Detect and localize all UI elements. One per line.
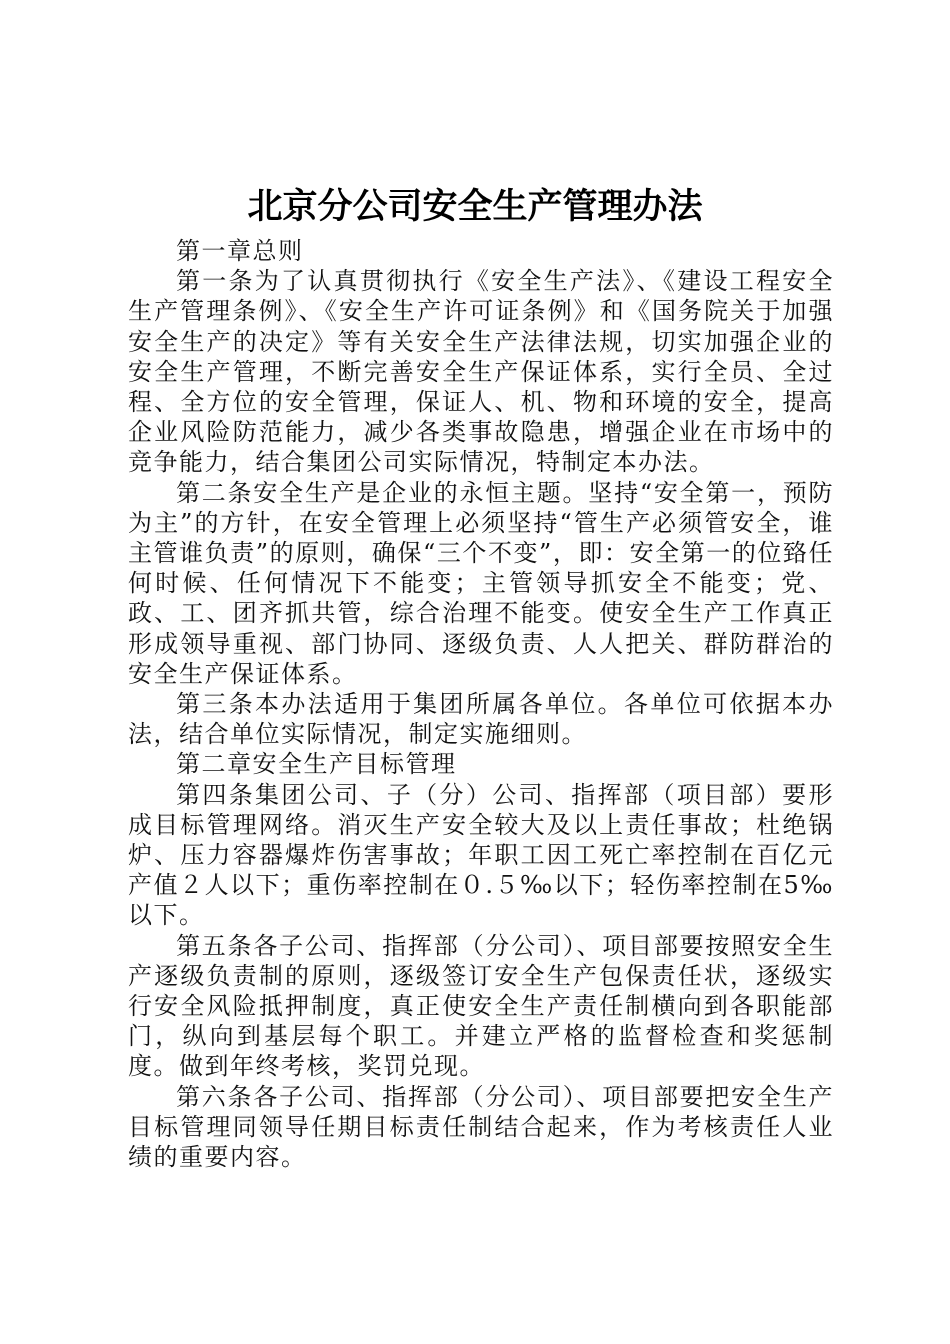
article-paragraph-2: 第二条安全生产是企业的永恒主题。坚持“安全第一，预防为主”的方针，在安全管理上必须坚持“管生产必须管安全，谁主管谁负责”的原则，确保“三个不变”，即：安全第一的位臵任何时候、任何情况下不能变；主管领导抓安全不能变；党、政、工、团齐抓共管，综合治理不能变。使安全生产工作真正形成领导重视、部门协同、逐级负责、人人把关、群防群治的安全生产保证体系。 [128,478,834,688]
document-body [128,236,834,1172]
chapter-heading-1: 第一章总则 [176,237,304,265]
document-title: 北京分公司安全生产管理办法 [247,187,703,227]
article-paragraph-4: 第四条集团公司、子（分）公司、指挥部（项目部）要形成目标管理网络。消灭生产安全较大及以上责任事故；杜绝锅炉、压力容器爆炸伤害事故；年职工因工死亡率控制在百亿元产值２人以下；重伤率控制在０.５‰以下；轻伤率控制在5‰以下。 [128,780,834,930]
article-paragraph-3: 第三条本办法适用于集团所属各单位。各单位可依据本办法，结合单位实际情况，制定实施细则。 [128,690,834,749]
chapter-heading-2: 第二章安全生产目标管理 [176,750,457,779]
article-paragraph-1: 第一条为了认真贯彻执行《安全生产法》、《建设工程安全生产管理条例》、《安全生产许可证条例》和《国务院关于加强安全生产的决定》等有关安全生产法律法规，切实加强企业的安全生产管理，不断完善安全生产保证体系，实行全员、全过程、全方位的安全管理，保证人、机、物和环境的安全，提高企业风险防范能力，减少各类事故隐患，增强企业在市场中的竞争能力，结合集团公司实际情况，特制定本办法。 [128,267,834,477]
article-paragraph-6: 第六条各子公司、指挥部（分公司）、项目部要把安全生产目标管理同领导任期目标责任制结合起来，作为考核责任人业绩的重要内容。 [128,1082,834,1172]
article-paragraph-5: 第五条各子公司、指挥部（分公司）、项目部要按照安全生产逐级负责制的原则，逐级签订安全生产包保责任状，逐级实行安全风险抵押制度，真正使安全生产责任制横向到各职能部门，纵向到基层每个职工。并建立严格的监督检查和奖惩制度。做到年终考核，奖罚兑现。 [128,931,834,1081]
